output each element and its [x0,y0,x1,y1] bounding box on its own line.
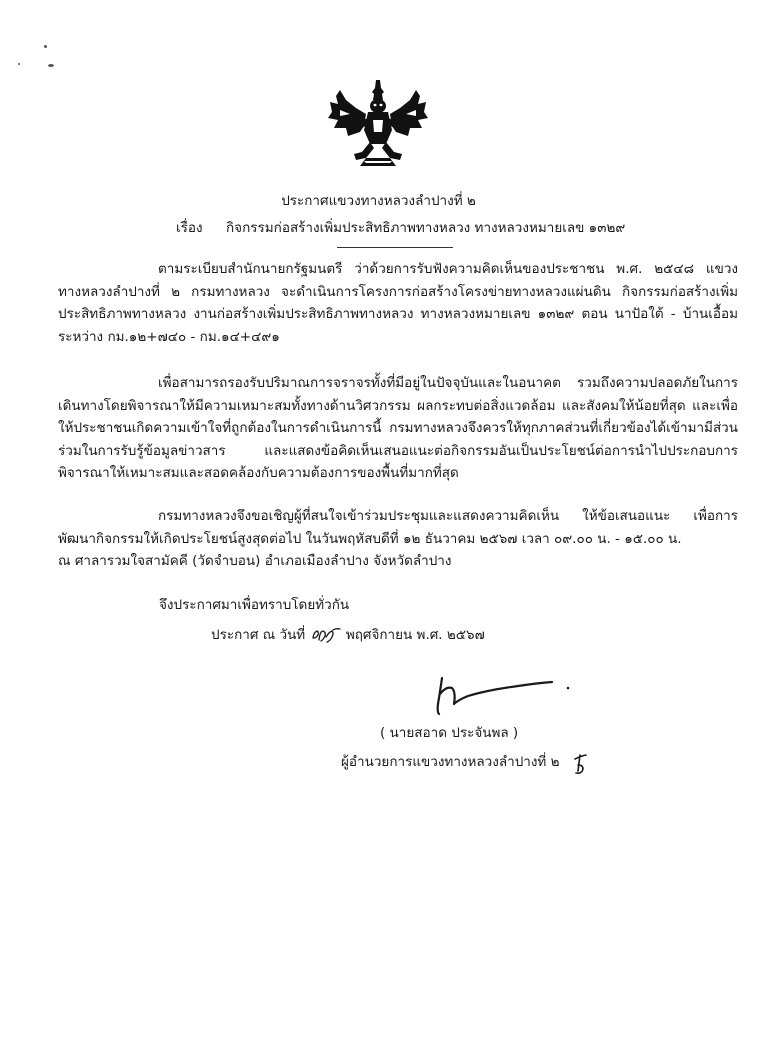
paragraph-purpose [58,372,738,485]
scan-speck [18,63,20,65]
title-divider [337,247,453,248]
announce-prefix: ประกาศ ณ วันที่ [211,627,306,643]
handwritten-signature [428,672,578,722]
garuda-emblem-icon [326,78,430,170]
handwritten-initial [571,751,589,777]
announcement-title: ประกาศแขวงทางหลวงลำปางที่ ๒ [281,193,476,209]
announce-suffix: พฤศจิกายน พ.ศ. ๒๕๖๗ [345,627,485,643]
subject-label: เรื่อง [176,220,203,236]
signer-title: ผู้อำนวยการแขวงทางหลวงลำปางที่ ๒ [341,754,560,770]
subject-line [176,216,625,238]
paragraph-regulation [58,258,738,348]
paragraph-2-text: เพื่อสามารถรองรับปริมาณการจราจรทั้งที่มีอยู่ในปัจจุบันและในอนาคต รวมถึงความปลอดภัยในการเดินทางโดยพิจารณาให้มีความเหมาะสมทั้งทางด้านวิศวกรรม ผลกระทบต่อสิ่งแวดล้อม และสังคมให้น้อยที่สุด และเพื่อให้ประชาชนเกิดความเข้าใจที่ถูกต้องในการดำเนินการนี้ กรมทางหลวงจึงควรให้ทุกภาคส่วนที่เกี่ยวข้องได้เข้ามามีส่วนร่วมในการรับรู้ข้อมูลข่าวสาร และแสดงข้อคิดเห็นเสนอแนะต่อกิจกรรมอันเป็นประโยชน์ต่อการนำไปประกอบการพิจารณาให้เหมาะสมและสอดคล้องกับความต้องการของพื้นที่มากที่สุด [58,375,738,481]
handwritten-day-number [310,626,342,644]
paragraph-1-text: ตามระเบียบสำนักนายกรัฐมนตรี ว่าด้วยการรับฟังความคิดเห็นของประชาชน พ.ศ. ๒๕๔๘ แขวงทางหลวงลำปางที่ ๒ กรมทางหลวง จะดำเนินการโครงการก่อสร้างโครงข่ายทางหลวงแผ่นดิน กิจกรรมก่อสร้างเพิ่มประสิทธิภาพทางหลวง งานก่อสร้างเพิ่มประสิทธิภาพทางหลวง ทางหลวงหมายเลข ๑๓๒๙ ตอน นาปัอใต้ - บ้านเอื้อม ระหว่าง กม.๑๒+๗๔๐ - กม.๑๔+๔๙๑ [58,261,738,345]
meeting-location: ณ ศาลารวมใจสามัคคี (วัดจำบอน) อำเภอเมืองลำปาง จังหวัดลำปาง [58,553,452,569]
scan-speck [48,64,54,67]
signer-name: ( นายสอาด ประจันพล ) [380,725,519,741]
scan-speck [44,45,47,48]
subject-text: กิจกรรมก่อสร้างเพิ่มประสิทธิภาพทางหลวง ทางหลวงหมายเลข ๑๓๒๙ [226,220,626,236]
closing-statement: จึงประกาศมาเพื่อทราบโดยทั่วกัน [159,597,350,613]
paragraph-invitation [58,505,738,550]
paragraph-3-text: กรมทางหลวงจึงขอเชิญผู้ที่สนใจเข้าร่วมประชุมและแสดงความคิดเห็น ให้ข้อเสนอแนะ เพื่อการพัฒนากิจกรรมให้เกิดประโยชน์สูงสุดต่อไป ในวันพฤหัสบดีที่ ๑๒ ธันวาคม ๒๕๖๗ เวลา ๐๙.๐๐ น. - ๑๕.๐๐ น. [58,508,738,547]
announcement-date [211,623,485,645]
